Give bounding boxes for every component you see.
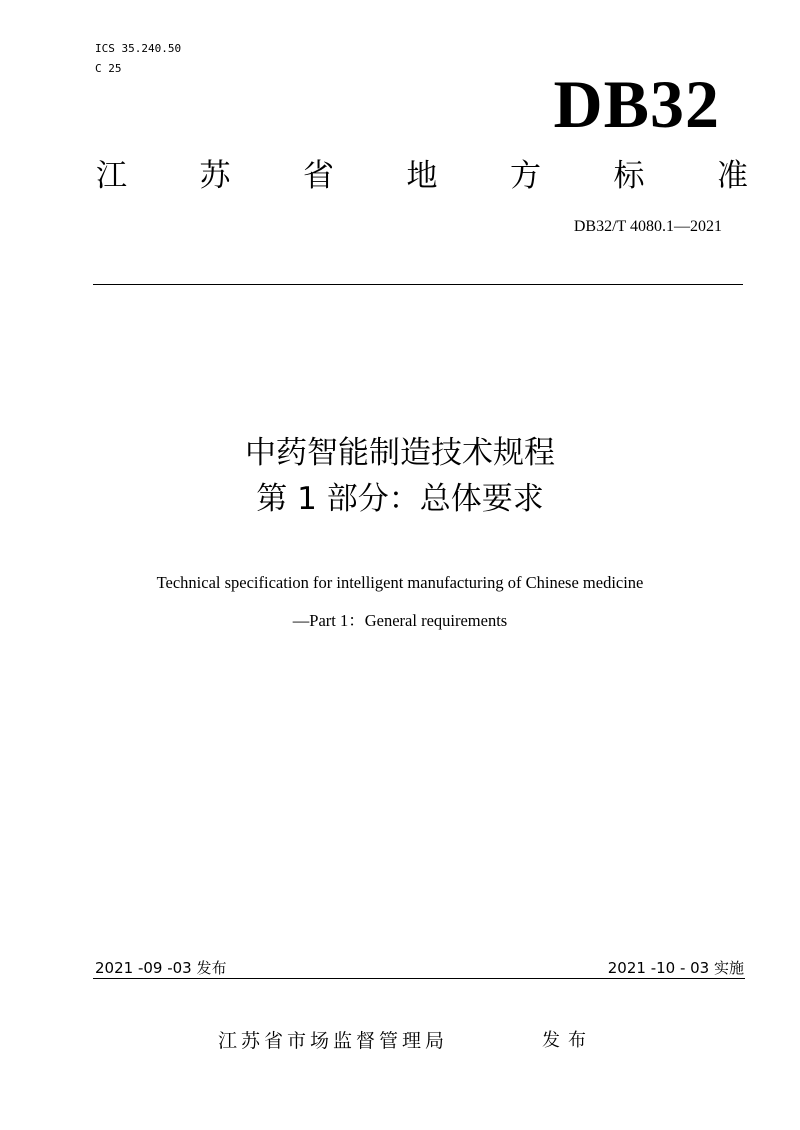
standard-type-char: 地 [406, 158, 438, 194]
standard-type-char: 苏 [199, 158, 231, 194]
standard-type-char: 江 [96, 158, 127, 194]
publish-date: 2021 -09 -03 发布 [95, 959, 227, 977]
ccs-code: C 25 [95, 62, 122, 75]
standard-type-heading [96, 154, 748, 198]
ics-code: ICS 35.240.50 [95, 42, 182, 55]
standard-type-char: 准 [717, 158, 748, 194]
english-title: Technical specification for intelligent manufacturing of Chinese medicine [156, 573, 644, 592]
issue-label: 发布 [542, 1030, 594, 1051]
issuing-authority: 江苏省市场监督管理局 [218, 1030, 449, 1052]
standard-type-char: 标 [613, 158, 645, 194]
footer-divider [93, 978, 745, 979]
chinese-subtitle: 第 1 部分：总体要求 [256, 481, 544, 517]
header-divider [93, 284, 743, 285]
standard-number: DB32/T 4080.1—2021 [573, 218, 722, 235]
implement-date: 2021 -10 - 03 实施 [607, 959, 744, 977]
chinese-title: 中药智能制造技术规程 [245, 435, 555, 471]
standard-type-char: 方 [510, 158, 541, 194]
db-logo: DB32 [553, 66, 720, 142]
english-subtitle: —Part 1：General requirements [292, 611, 508, 630]
standard-type-char: 省 [303, 158, 334, 194]
